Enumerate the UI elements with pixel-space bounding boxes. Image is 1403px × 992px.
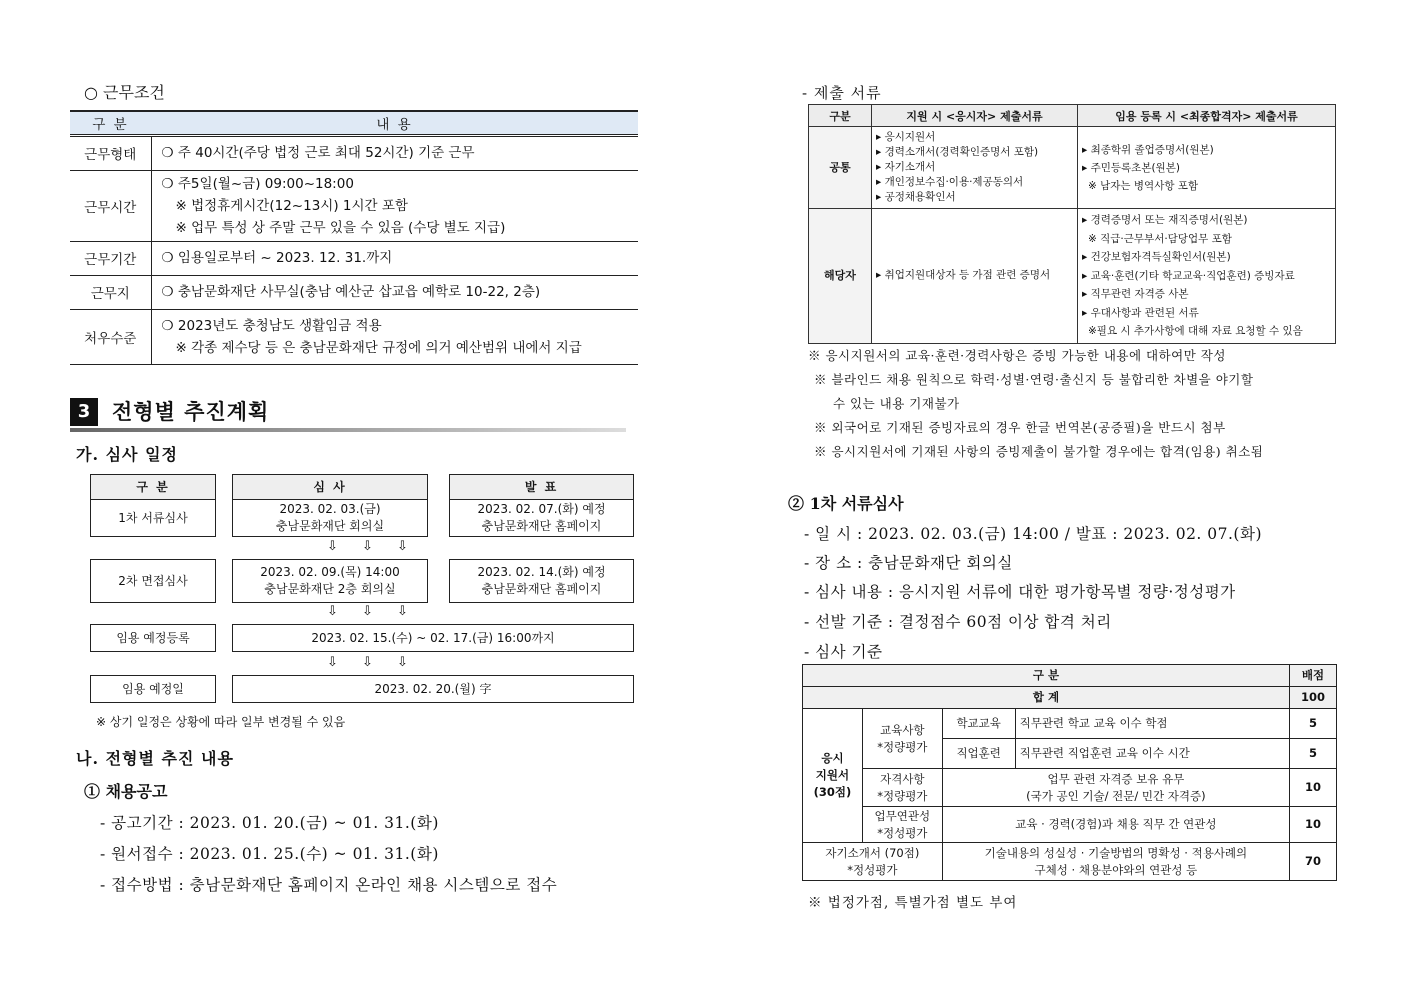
progress-title: 나. 전형별 추진 내용 [76, 749, 234, 768]
eval-sub-name: 직업훈련 [942, 739, 1015, 769]
wc-content: ❍ 주5일(월~금) 09:00~18:00 [161, 175, 354, 192]
stage1-review-place: 충남문화재단 회의실 [275, 519, 385, 533]
documents-note: 수 있는 내용 기재불가 [833, 396, 960, 411]
wc-note: ※ 각종 제수당 등 은 충남문화재단 규정에 의거 예산범위 내에서 지급 [175, 339, 582, 356]
eval-item-type: *정성평가 [877, 825, 928, 840]
eval-item-type: *정량평가 [877, 739, 928, 754]
schedule-header-category: 구 분 [90, 474, 216, 500]
step2-item: - 장 소 : 충남문화재단 회의실 [804, 554, 1013, 572]
schedule-header-announce: 발 표 [449, 474, 634, 500]
eval-total-label: 합 계 [803, 687, 1290, 709]
eval-desc-line: (국가 공인 기술/ 전문/ 민간 자격증) [1026, 788, 1206, 803]
arrow-down-icon: ⇩ ⇩ ⇩ [327, 655, 418, 670]
wc-note: ※ 업무 특성 상 주말 근무 있을 수 있음 (수당 별도 지급) [175, 219, 506, 236]
eval-item-name: 업무연관성 [874, 808, 931, 823]
eval-item-name: 교육사항 [880, 722, 925, 737]
stage1-review-date: 2023. 02. 03.(금) [279, 502, 381, 516]
stage1-announce-date: 2023. 02. 07.(화) 예정 [477, 502, 606, 516]
stage2-review [232, 559, 428, 603]
stage2-announce [449, 559, 634, 603]
eval-desc: 직무관련 직업훈련 교육 이수 시간 [1015, 739, 1289, 769]
table-row [809, 209, 1336, 344]
list-note: ※ 남자는 병역사항 포함 [1088, 179, 1199, 192]
eval-header-score: 배점 [1290, 665, 1337, 687]
table-row [809, 127, 1336, 209]
documents-note: ※ 블라인드 채용 원칙으로 학력·성별·연령·출신지 등 불합리한 차별을 야기할 [814, 372, 1254, 387]
list-item: ▸ 공정채용확인서 [876, 191, 956, 203]
eval-item-type: *정성평가 [847, 862, 898, 877]
list-item: ▸ 개인정보수집·이용·제공동의서 [876, 176, 1024, 188]
wc-label: 근무지 [70, 275, 151, 309]
work-conditions-table [70, 110, 638, 365]
group-line: 지원서 [815, 768, 850, 782]
schedule-title: 가. 심사 일정 [76, 445, 178, 464]
stage2-review-place: 충남문화재단 2층 회의실 [264, 582, 396, 596]
stage1-name: 1차 서류심사 [90, 499, 216, 537]
table-row [70, 309, 638, 364]
wc-label: 처우수준 [70, 309, 151, 364]
wc-content: ❍ 2023년도 충청남도 생활임금 적용 [161, 317, 382, 334]
eval-sub-name: 학교교육 [942, 709, 1015, 739]
group-line: 응시 [821, 751, 844, 765]
eval-desc-line: 업무 관련 자격증 보유 유무 [1047, 771, 1185, 786]
step2-item: - 심사 내용 : 응시지원 서류에 대한 평가항목별 정량·정성평가 [804, 583, 1236, 601]
eval-score: 10 [1290, 807, 1337, 843]
list-note: ※필요 시 추가사항에 대해 자료 요청할 수 있음 [1088, 325, 1303, 337]
step2-item: - 일 시 : 2023. 02. 03.(금) 14:00 / 발표 : 2023. 02. 07.(화) [804, 525, 1262, 543]
table-row [70, 135, 638, 170]
step1-item: - 접수방법 : 충남문화재단 홈페이지 온라인 채용 시스템으로 접수 [100, 876, 558, 894]
eval-desc-line: 기술내용의 성실성 · 기술방법의 명확성 · 적용사례의 [984, 845, 1248, 860]
table-row [70, 241, 638, 275]
eval-license [862, 769, 942, 807]
stage2-announce-place: 충남문화재단 홈페이지 [481, 582, 602, 596]
list-item: ▸ 응시지원서 [876, 131, 936, 143]
table-row [70, 275, 638, 309]
eval-score: 70 [1290, 843, 1337, 881]
documents-note: ※ 응시지원서의 교육·훈련·경력사항은 증빙 가능한 내용에 대하여만 작성 [808, 348, 1226, 363]
docs-category: 해당자 [809, 209, 872, 344]
list-item: ▸ 우대사항과 관련된 서류 [1082, 306, 1199, 319]
list-item: ▸ 교육·훈련(기타 학교교육·직업훈련) 증빙자료 [1082, 269, 1295, 282]
stage1-announce [449, 499, 634, 537]
step2-title: ② 1차 서류심사 [788, 494, 904, 513]
stage2-review-date: 2023. 02. 09.(목) 14:00 [260, 565, 400, 579]
eval-item-name: 자격사항 [880, 771, 925, 786]
schedule-note: ※ 상기 일정은 상황에 따라 일부 변경될 수 있음 [96, 715, 346, 729]
list-item: ▸ 직무관련 자격증 사본 [1082, 288, 1189, 300]
registration-name: 임용 예정등록 [90, 624, 216, 652]
list-item: ▸ 취업지원대상자 등 가점 관련 증명서 [872, 209, 1078, 344]
wc-header-content: 내 용 [151, 111, 638, 135]
eval-score: 5 [1290, 709, 1337, 739]
wc-content: ❍ 임용일로부터 ~ 2023. 12. 31.까지 [151, 241, 638, 275]
eval-desc-line: 구체성 · 채용분야와의 연관성 등 [1034, 862, 1198, 877]
list-item: ▸ 자기소개서 [876, 161, 936, 173]
stage2-announce-date: 2023. 02. 14.(화) 예정 [477, 565, 606, 579]
wc-note: ※ 법정휴게시간(12~13시) 1시간 포함 [175, 197, 408, 214]
appointment-name: 임용 예정일 [90, 675, 216, 703]
section-underline [70, 428, 626, 432]
eval-education [862, 709, 942, 769]
eval-header-category: 구 분 [803, 665, 1290, 687]
arrow-down-icon: ⇩ ⇩ ⇩ [327, 604, 418, 619]
section-number: 3 [70, 398, 98, 426]
eval-desc [942, 769, 1289, 807]
registration-period: 2023. 02. 15.(수) ~ 02. 17.(금) 16:00까지 [232, 624, 634, 652]
eval-item-type: *정량평가 [877, 788, 928, 803]
eval-intro [803, 843, 943, 881]
eval-desc: 교육 · 경력(경험)과 채용 직무 간 연관성 [942, 807, 1289, 843]
schedule-header-review: 심 사 [232, 474, 428, 500]
docs-category: 공통 [809, 127, 872, 209]
group-line: (30점) [813, 785, 852, 799]
eval-score: 10 [1290, 769, 1337, 807]
wc-label: 근무기간 [70, 241, 151, 275]
wc-header-category: 구 분 [70, 111, 151, 135]
eval-item-name: 자기소개서 (70점) [825, 845, 920, 860]
step1-title: ① 채용공고 [84, 782, 168, 801]
eval-score: 5 [1290, 739, 1337, 769]
eval-relevance [862, 807, 942, 843]
step1-item: - 원서접수 : 2023. 01. 25.(수) ~ 01. 31.(화) [100, 845, 439, 863]
list-item: ▸ 주민등록초본(원본) [1082, 161, 1180, 174]
eval-desc: 직무관련 학교 교육 이수 학점 [1015, 709, 1289, 739]
section-title: 전형별 추진계획 [112, 400, 270, 424]
wc-content: ❍ 주 40시간(주당 법정 근로 최대 52시간) 기준 근무 [151, 135, 638, 170]
documents-note: ※ 응시지원서에 기재된 사항의 증빙제출이 불가할 경우에는 합격(임용) 취소됨 [814, 444, 1264, 459]
work-conditions-title: ○ 근무조건 [84, 83, 165, 102]
documents-title: - 제출 서류 [802, 84, 882, 102]
list-note: ※ 직급·근무부서·담당업무 포함 [1088, 232, 1232, 245]
wc-label: 근무형태 [70, 135, 151, 170]
stage1-announce-place: 충남문화재단 홈페이지 [481, 519, 602, 533]
section-3-header [70, 398, 626, 434]
docs-header-category: 구분 [809, 105, 872, 127]
list-item: ▸ 건강보험자격득실확인서(원본) [1082, 251, 1231, 263]
step1-item: - 공고기간 : 2023. 01. 20.(금) ~ 01. 31.(화) [100, 814, 439, 832]
evaluation-table [802, 664, 1337, 881]
table-row [70, 170, 638, 241]
list-item: ▸ 최종학위 졸업증명서(원본) [1082, 143, 1214, 156]
eval-group-application [803, 709, 863, 843]
arrow-down-icon: ⇩ ⇩ ⇩ [327, 539, 418, 554]
docs-header-apply: 지원 시 <응시자> 제출서류 [872, 105, 1078, 127]
documents-note: ※ 외국어로 기재된 증빙자료의 경우 한글 번역본(공증필)을 반드시 첨부 [814, 420, 1226, 435]
documents-table [808, 104, 1336, 344]
stage2-name: 2차 면접심사 [90, 559, 216, 603]
evaluation-note: ※ 법정가점, 특별가점 별도 부여 [808, 895, 1018, 911]
eval-total-score: 100 [1290, 687, 1337, 709]
docs-header-register: 임용 등록 시 <최종합격자> 제출서류 [1078, 105, 1336, 127]
list-item: ▸ 경력소개서(경력확인증명서 포함) [876, 146, 1039, 158]
stage1-review [232, 499, 428, 537]
step2-item: - 심사 기준 [804, 643, 883, 661]
wc-content: ❍ 충남문화재단 사무실(충남 예산군 삽교읍 예학로 10-22, 2층) [151, 275, 638, 309]
step2-item: - 선발 기준 : 결정점수 60점 이상 합격 처리 [804, 613, 1112, 631]
wc-label: 근무시간 [70, 170, 151, 241]
list-item: ▸ 경력증명서 또는 재직증명서(원본) [1082, 214, 1248, 226]
appointment-date: 2023. 02. 20.(월) 字 [232, 675, 634, 703]
eval-desc [942, 843, 1289, 881]
